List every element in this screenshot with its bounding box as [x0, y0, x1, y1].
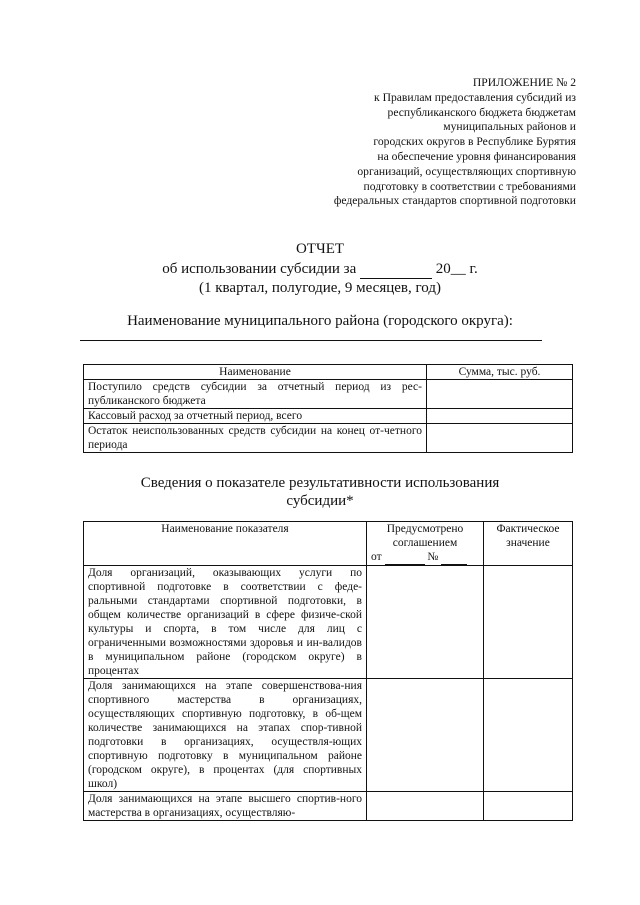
row-sum [427, 380, 573, 409]
indicator-name: Доля организаций, оказывающих услуги по спортивной подготовке в соответствии с феде-ральными стандартами спортивной подготовки, в общем количестве организаций в сфере физиче-ской культуры и спорта, в том числе для лиц с ограниченными возможностями здоровья и ин-валидов в муниципальном районе (городском округе) в процентах [84, 566, 367, 679]
table-row [84, 792, 573, 821]
period-blank [360, 260, 432, 279]
appendix-line: подготовку в соответствии с требованиями [363, 179, 576, 193]
row-sum [427, 424, 573, 453]
subsidy-table [83, 364, 573, 453]
indicator-actual [484, 679, 573, 792]
header-planned [367, 522, 484, 566]
report-subtitle [0, 260, 640, 279]
header-actual-line2: значение [506, 537, 550, 549]
header-sum: Сумма, тыс. руб. [427, 365, 573, 380]
report-subtitle-year: 20__ г. [435, 261, 478, 277]
header-planned-ref [371, 550, 479, 565]
appendix-line: к Правилам предоставления субсидий из [374, 90, 576, 104]
header-name: Наименование [84, 365, 427, 380]
header-planned-line1: Предусмотрено [386, 523, 464, 535]
indicator-table [83, 521, 573, 821]
row-name: Поступило средств субсидии за отчетный период из рес-публиканского бюджета [84, 380, 427, 409]
table-row [84, 424, 573, 453]
report-subtitle-prefix: об использовании субсидии за [162, 261, 357, 277]
appendix-line: городских округов в Республике Бурятия [373, 135, 576, 149]
report-title: ОТЧЕТ [295, 241, 345, 257]
appendix-line: муниципальных районов и [443, 120, 576, 134]
indicator-name: Доля занимающихся на этапе высшего спортив-ного мастерства в организациях, осуществляю- [84, 792, 367, 821]
table-header-row [84, 365, 573, 380]
municipality-fill-line [80, 340, 542, 341]
indicator-name: Доля занимающихся на этапе совершенствова-ния спортивного мастерства в организациях, осуществляющих спортивную подготовку, в об-щем количестве занимающихся на этапах спор-тивной подготовки в организациях, осуществля-ющих спортивную подготовку в муниципальном районе (городском округе), в процентах (для спортивных школ) [84, 679, 367, 792]
appendix-heading: ПРИЛОЖЕНИЕ № 2 [472, 76, 576, 89]
table-row [84, 380, 573, 409]
indicator-planned [367, 679, 484, 792]
appendix-line: республиканского бюджета бюджетам [387, 105, 576, 119]
row-name: Кассовый расход за отчетный период, всего [84, 409, 427, 424]
indicator-actual [484, 566, 573, 679]
table-row [84, 409, 573, 424]
header-actual-line1: Фактическое [496, 523, 560, 535]
header-actual [484, 522, 573, 566]
section2-title: Сведения о показателе результативности использования [140, 475, 500, 491]
appendix-line: на обеспечение уровня финансирования [377, 149, 576, 163]
table-header-row [84, 522, 573, 566]
indicator-actual [484, 792, 573, 821]
header-planned-from: от [371, 551, 382, 563]
agreement-number-blank [441, 550, 467, 565]
agreement-date-blank [385, 550, 425, 565]
indicator-planned [367, 792, 484, 821]
indicator-planned [367, 566, 484, 679]
table-row [84, 679, 573, 792]
row-name: Остаток неиспользованных средств субсидии на конец от-четного периода [84, 424, 427, 453]
appendix-block [276, 76, 576, 209]
municipality-label: Наименование муниципального района (городского округа): [127, 313, 513, 329]
table-row [84, 566, 573, 679]
report-period-options: (1 квартал, полугодие, 9 месяцев, год) [199, 280, 441, 296]
header-indicator-name: Наименование показателя [84, 522, 367, 566]
header-planned-line2: соглашением [392, 537, 458, 549]
header-planned-no: № [427, 551, 439, 563]
appendix-line: организаций, осуществляющих спортивную [357, 164, 576, 178]
section2-title-cont: субсидии* [286, 493, 354, 509]
row-sum [427, 409, 573, 424]
appendix-line: федеральных стандартов спортивной подготовки [333, 194, 576, 208]
